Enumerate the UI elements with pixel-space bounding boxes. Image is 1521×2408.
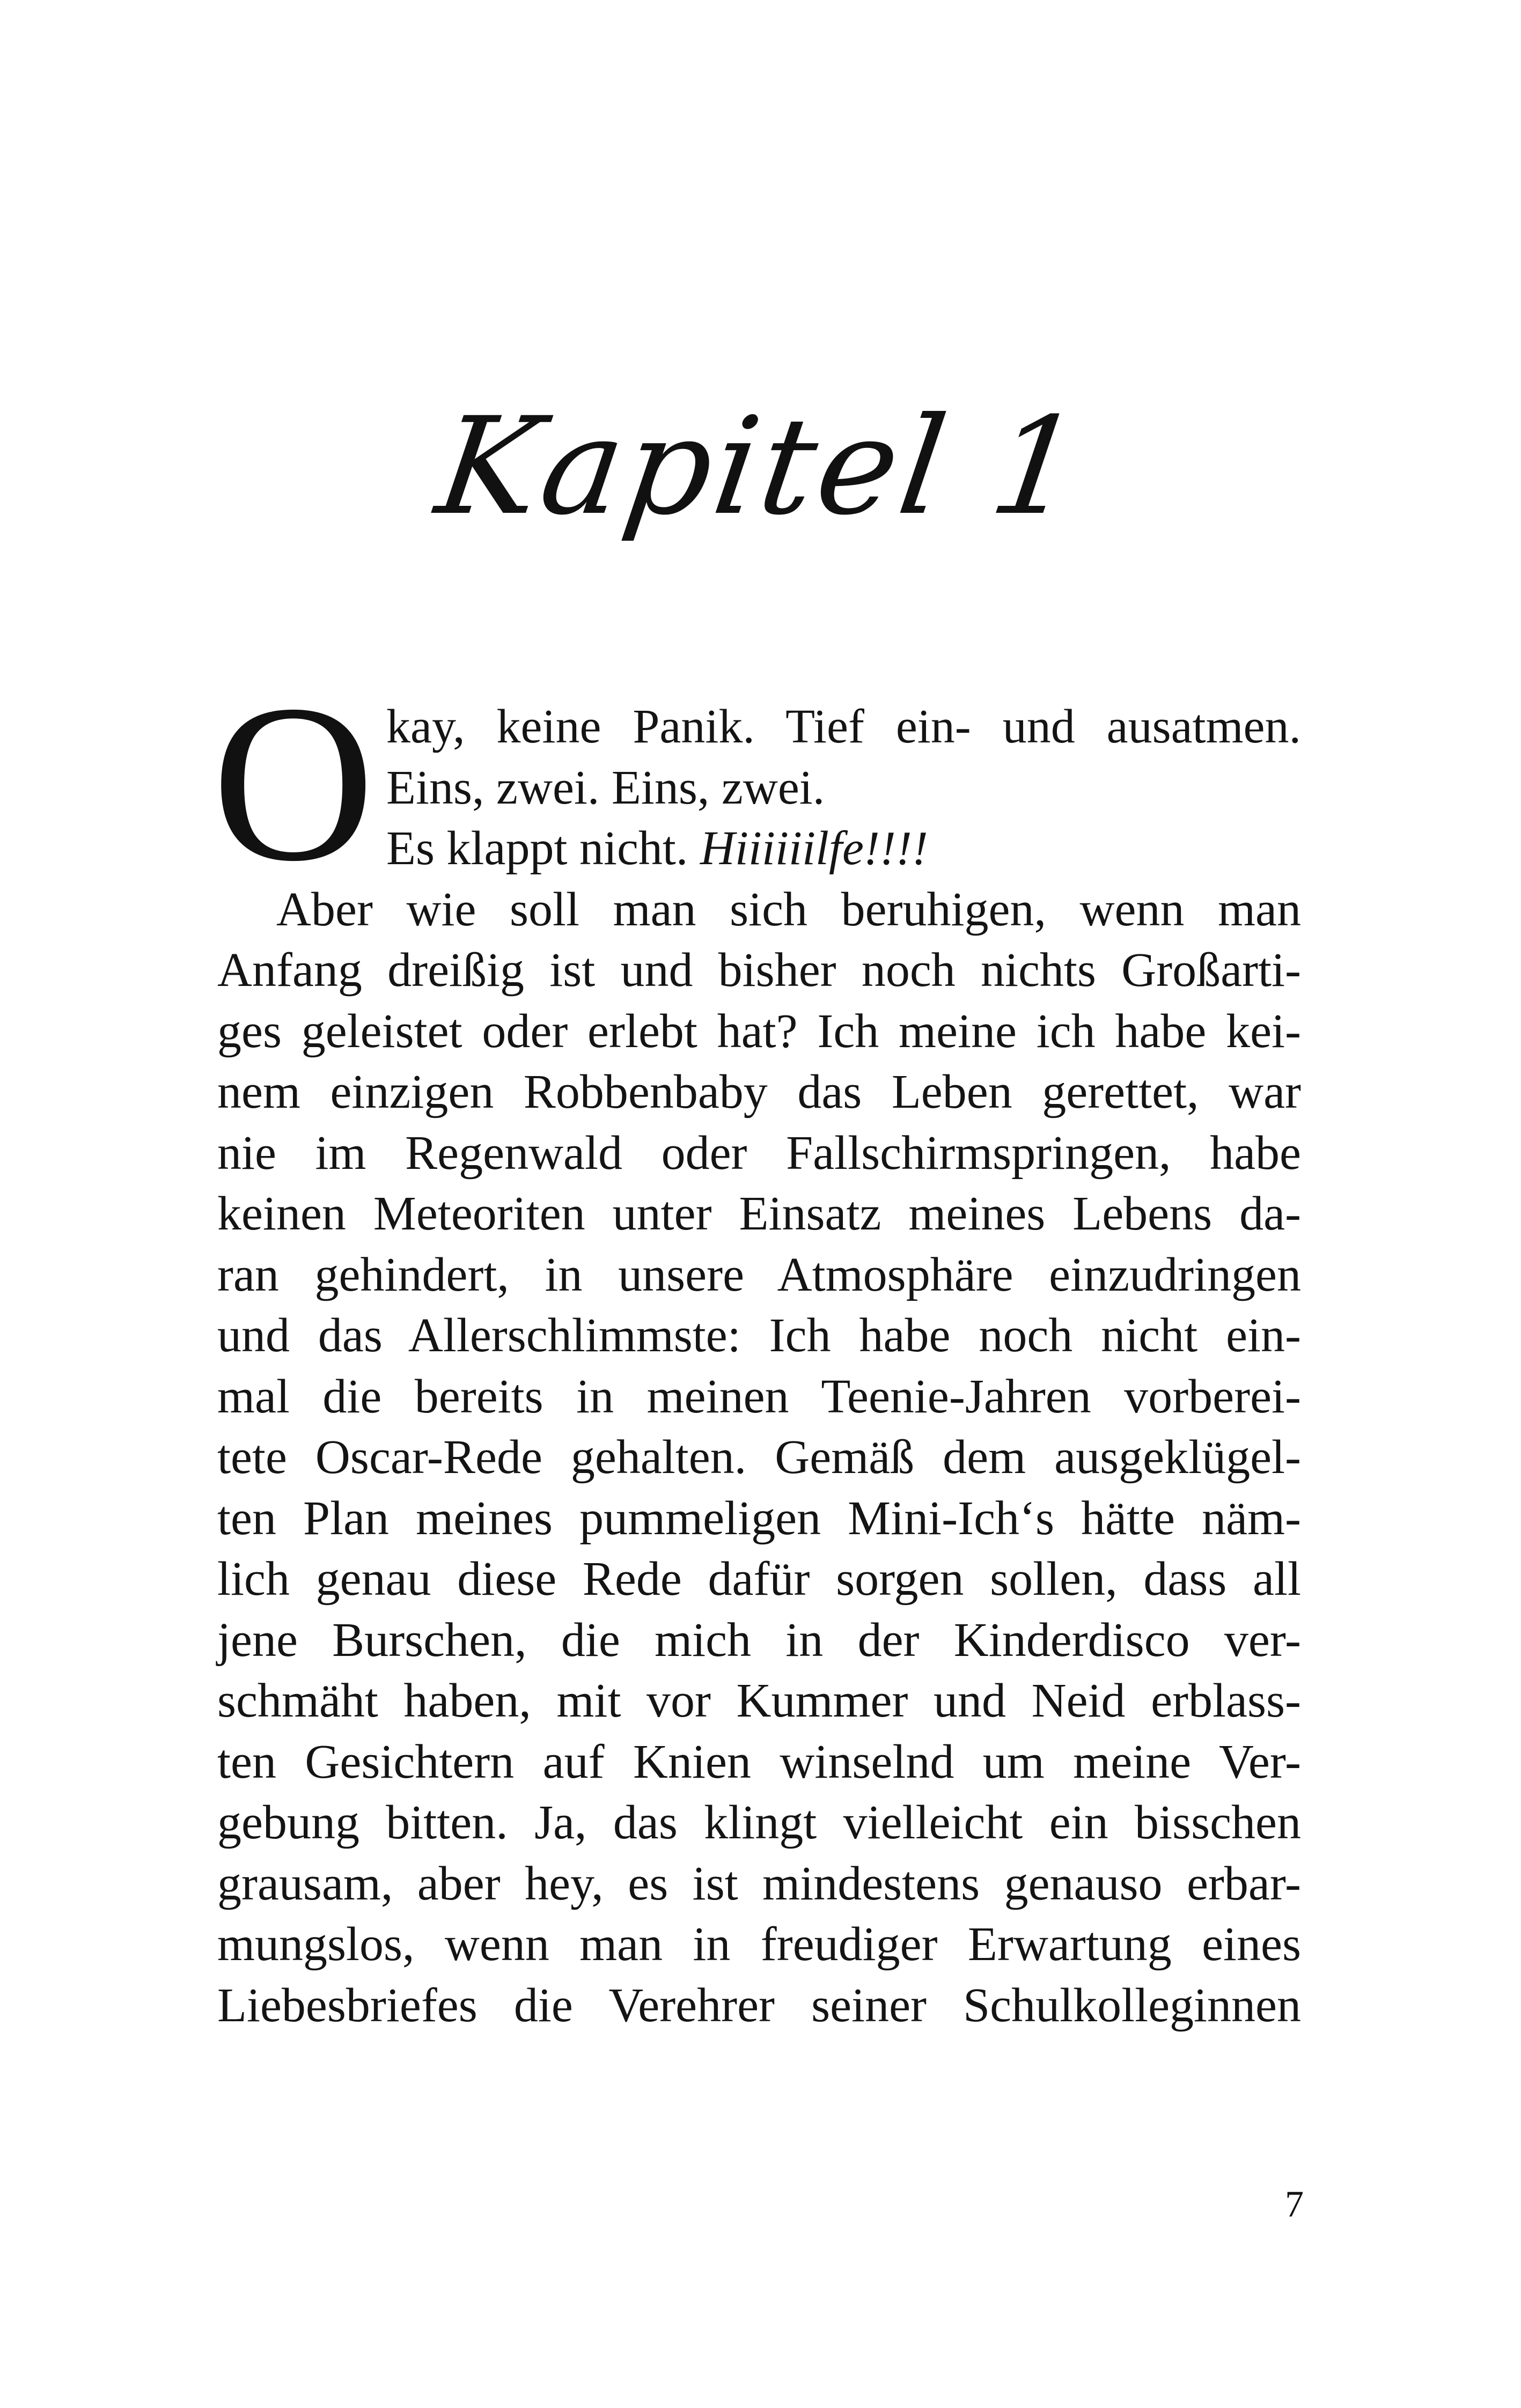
text-line: Liebesbriefes die Verehrer seiner Schulkolleginnen xyxy=(217,1978,1301,2032)
text-line: nem einzigen Robbenbaby das Leben gerettet, war xyxy=(217,1065,1301,1118)
text-line: schmäht haben, mit vor Kummer und Neid erblass- xyxy=(217,1674,1301,1727)
text-line: lich genau diese Rede dafür sorgen sollen, dass all xyxy=(217,1552,1301,1606)
chapter-text xyxy=(217,696,1301,2036)
text-line: mungslos, wenn man in freudiger Erwartung eines xyxy=(217,1918,1301,1971)
text-line: ten Gesichtern auf Knien winselnd um meine Ver- xyxy=(217,1735,1301,1788)
text-line-start: Es klappt nicht. xyxy=(386,822,700,875)
text-line: grausam, aber hey, es ist mindestens genauso erbar- xyxy=(217,1857,1301,1910)
text-line: Aber wie soll man sich beruhigen, wenn man xyxy=(276,882,1301,936)
text-line: jene Burschen, die mich in der Kinderdisco ver- xyxy=(217,1613,1301,1667)
text-line: ran gehindert, in unsere Atmosphäre einzudringen xyxy=(217,1248,1301,1301)
drop-cap-letter: O xyxy=(212,658,375,908)
page-number: 7 xyxy=(1285,2184,1304,2225)
chapter-title: Kapitel 1 xyxy=(428,388,1093,544)
text-line: kay, keine Panik. Tief ein- und ausatmen. xyxy=(386,700,1301,753)
text-line: tete Oscar-Rede gehalten. Gemäß dem ausgeklügel- xyxy=(217,1431,1301,1484)
emphasized-text: Hiiiiiilfe!!!! xyxy=(700,822,928,875)
text-line: mal die bereits in meinen Teenie-Jahren vorberei- xyxy=(217,1369,1301,1423)
text-line: und das Allerschlimmste: Ich habe noch nicht ein- xyxy=(217,1309,1301,1362)
text-line: gebung bitten. Ja, das klingt vielleicht ein bisschen xyxy=(217,1796,1301,1849)
text-line: Anfang dreißig ist und bisher noch nichts Großarti- xyxy=(217,944,1301,997)
text-line: ten Plan meines pummeligen Mini-Ich‘s hätte näm- xyxy=(217,1491,1301,1545)
text-line: nie im Regenwald oder Fallschirmspringen, habe xyxy=(217,1126,1301,1180)
text-line xyxy=(217,818,1301,879)
text-line: Eins, zwei. Eins, zwei. xyxy=(386,761,825,814)
text-line: ges geleistet oder erlebt hat? Ich meine ich habe kei- xyxy=(217,1004,1301,1058)
text-line: keinen Meteoriten unter Einsatz meines Lebens da- xyxy=(217,1187,1301,1240)
